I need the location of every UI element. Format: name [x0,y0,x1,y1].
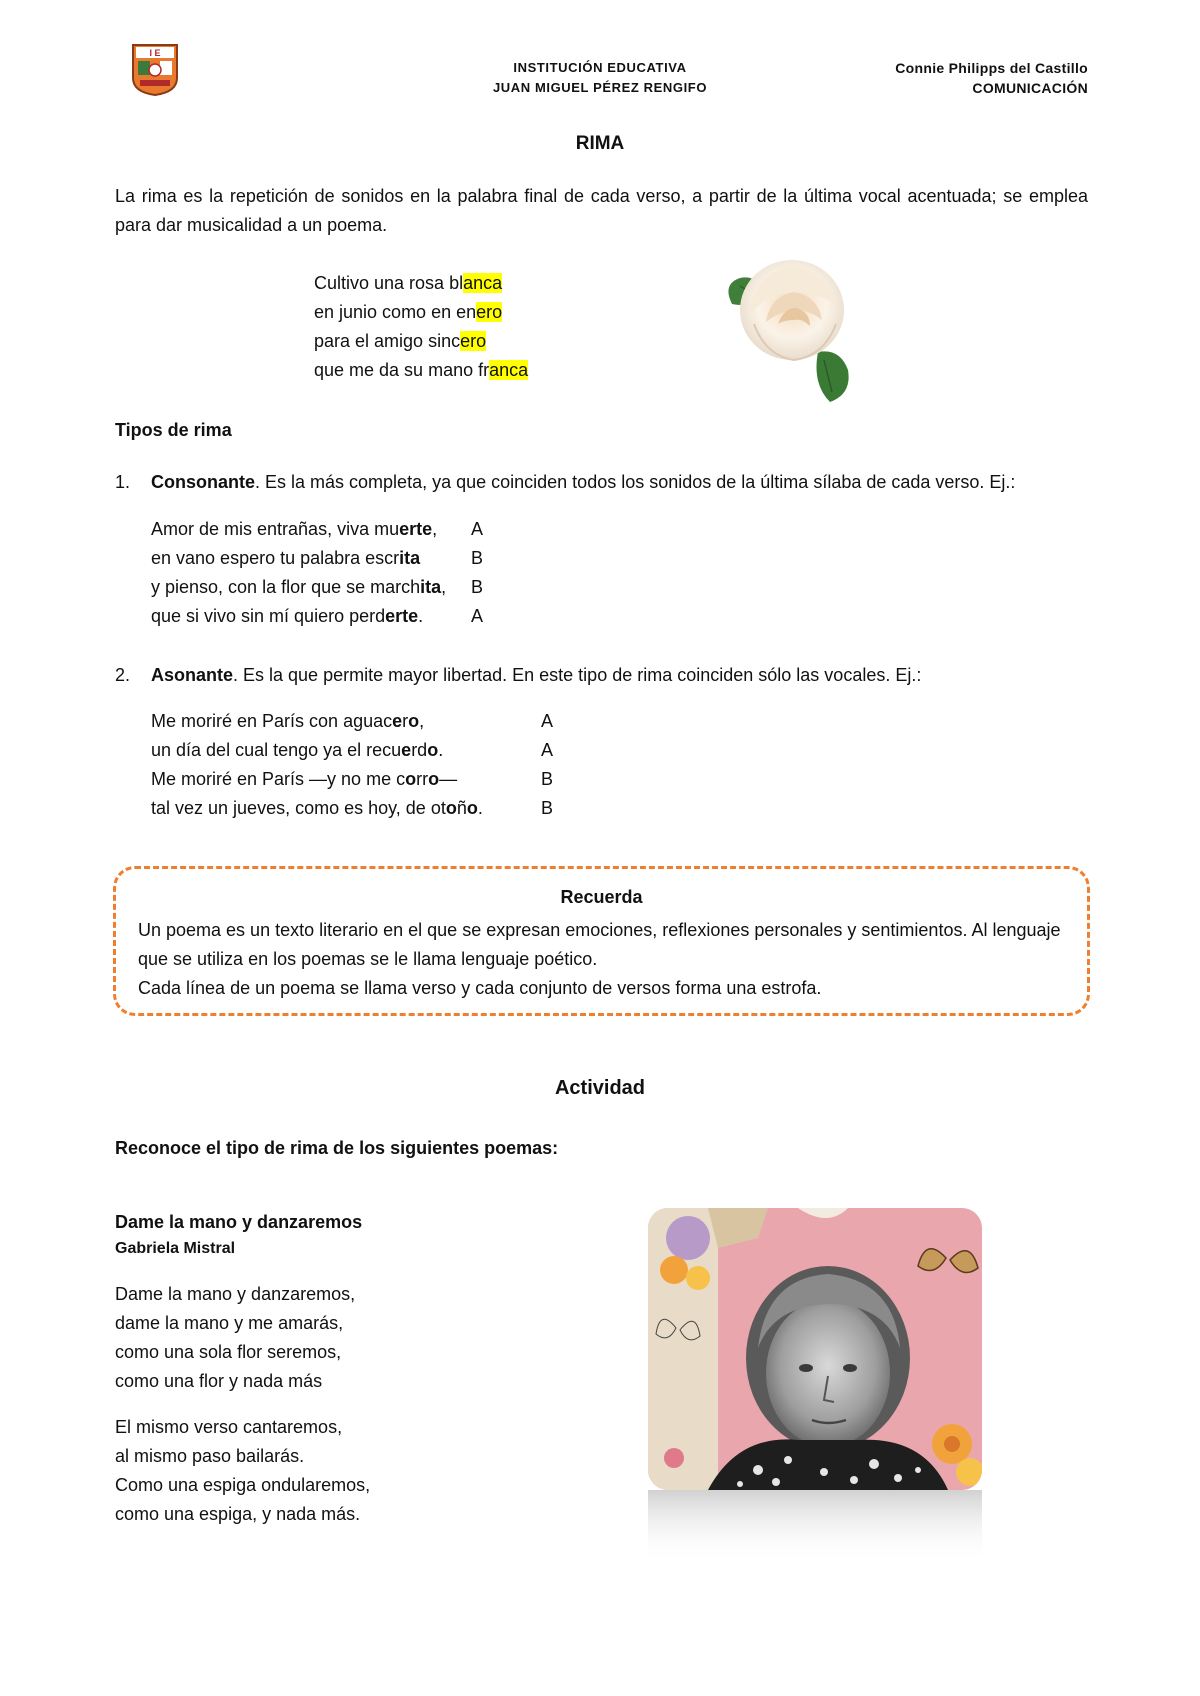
rhyme-highlight: ero [476,302,503,322]
verse-text: tal vez un jueves, como es hoy, de otoño. [151,798,483,818]
poem-verse: Dame la mano y danzaremos, [115,1284,356,1304]
example-verse: que me da su mano franca [314,360,529,380]
intro-paragraph: La rima es la repetición de sonidos en la palabra final de cada verso, a partir de la última vocal acentuada; se emplea para dar musicalidad a un poema. [115,186,1088,235]
logo-lettering: I E [149,48,161,58]
consonante-item [115,468,1115,497]
poem-verse: dame la mano y me amarás, [115,1313,344,1333]
verse-text: que si vivo sin mí quiero perderte. [151,606,424,626]
rhyme-highlight: anca [489,360,529,380]
rhyme-highlight: ero [460,331,487,351]
poem-stanza [115,1280,355,1396]
asonante-desc: . Es la que permite mayor libertad. En este tipo de rima coinciden sólo las vocales. Ej.: [233,665,922,685]
rhyme-highlight: anca [463,273,503,293]
actividad-instruction: Reconoce el tipo de rima de los siguientes poemas: [115,1138,559,1158]
poem-verse: como una sola flor seremos, [115,1342,342,1362]
verse-text: Amor de mis entrañas, viva muerte, [151,519,438,539]
gabriela-mistral-portrait [648,1208,982,1564]
teacher-block [728,58,1088,98]
item-number: 1. [115,472,131,492]
verse-text: Me moriré en París —y no me corro— [151,769,458,789]
recuerda-body [138,916,1068,1003]
rhyme-letter: B [471,548,484,568]
verse-row [151,765,601,794]
verse-text: un día del cual tengo ya el recuerdo. [151,740,444,760]
subject-name: COMUNICACIÓN [972,80,1088,96]
white-rose-image [720,252,878,410]
verse-row [151,736,601,765]
school-logo [130,42,180,96]
poem-verse: Como una espiga ondularemos, [115,1475,371,1495]
poem-stanza [115,1413,370,1529]
actividad-title: Actividad [554,1077,646,1099]
verse-row [151,602,551,631]
asonante-verses [151,707,601,823]
teacher-name: Connie Philipps del Castillo [895,60,1088,76]
poem-verse: al mismo paso bailarás. [115,1446,305,1466]
poem-title: Dame la mano y danzaremos [115,1212,363,1232]
verse-text: Me moriré en París con aguacero, [151,711,425,731]
example-verse: Cultivo una rosa blanca [314,273,503,293]
example-verse: para el amigo sincero [314,331,487,351]
recuerda-title: Recuerda [560,887,643,907]
consonante-term: Consonante [151,472,256,492]
verse-text: y pienso, con la flor que se marchita, [151,577,447,597]
school-name-line2: JUAN MIGUEL PÉREZ RENGIFO [492,80,708,95]
verse-row [151,794,601,823]
rhyme-letter: A [541,711,554,731]
consonante-desc: . Es la más completa, ya que coinciden todos los sonidos de la última sílaba de cada verso. Ej.: [255,472,1016,492]
verse-row [151,544,551,573]
example-verse: en junio como en enero [314,302,503,322]
recuerda-line: Un poema es un texto literario en el que se expresan emociones, reflexiones personales y sentimientos. Al lenguaje que se utiliza en los poemas se le llama lenguaje poético. [138,920,1061,969]
rhyme-letter: B [541,769,554,789]
asonante-item [115,661,1115,690]
rhyme-letter: A [471,519,484,539]
poem-verse: como una espiga, y nada más. [115,1504,361,1524]
verse-row [151,707,601,736]
item-number: 2. [115,665,131,685]
recuerda-box [113,866,1090,1016]
rhyme-letter: B [471,577,484,597]
rhyme-letter: A [541,740,554,760]
recuerda-line: Cada línea de un poema se llama verso y cada conjunto de versos forma una estrofa. [138,978,822,998]
poem-verse: como una flor y nada más [115,1371,323,1391]
example-poem [314,269,528,385]
verse-row [151,515,551,544]
page-title: RIMA [575,133,625,154]
poem-verse: El mismo verso cantaremos, [115,1417,343,1437]
consonante-verses [151,515,551,631]
tipos-heading: Tipos de rima [115,420,232,440]
verse-row [151,573,551,602]
rhyme-letter: A [471,606,484,626]
rhyme-letter: B [541,798,554,818]
verse-text: en vano espero tu palabra escrita [151,548,421,568]
poem-author: Gabriela Mistral [115,1240,236,1257]
asonante-term: Asonante [151,665,234,685]
school-name-line1: INSTITUCIÓN EDUCATIVA [513,60,687,75]
